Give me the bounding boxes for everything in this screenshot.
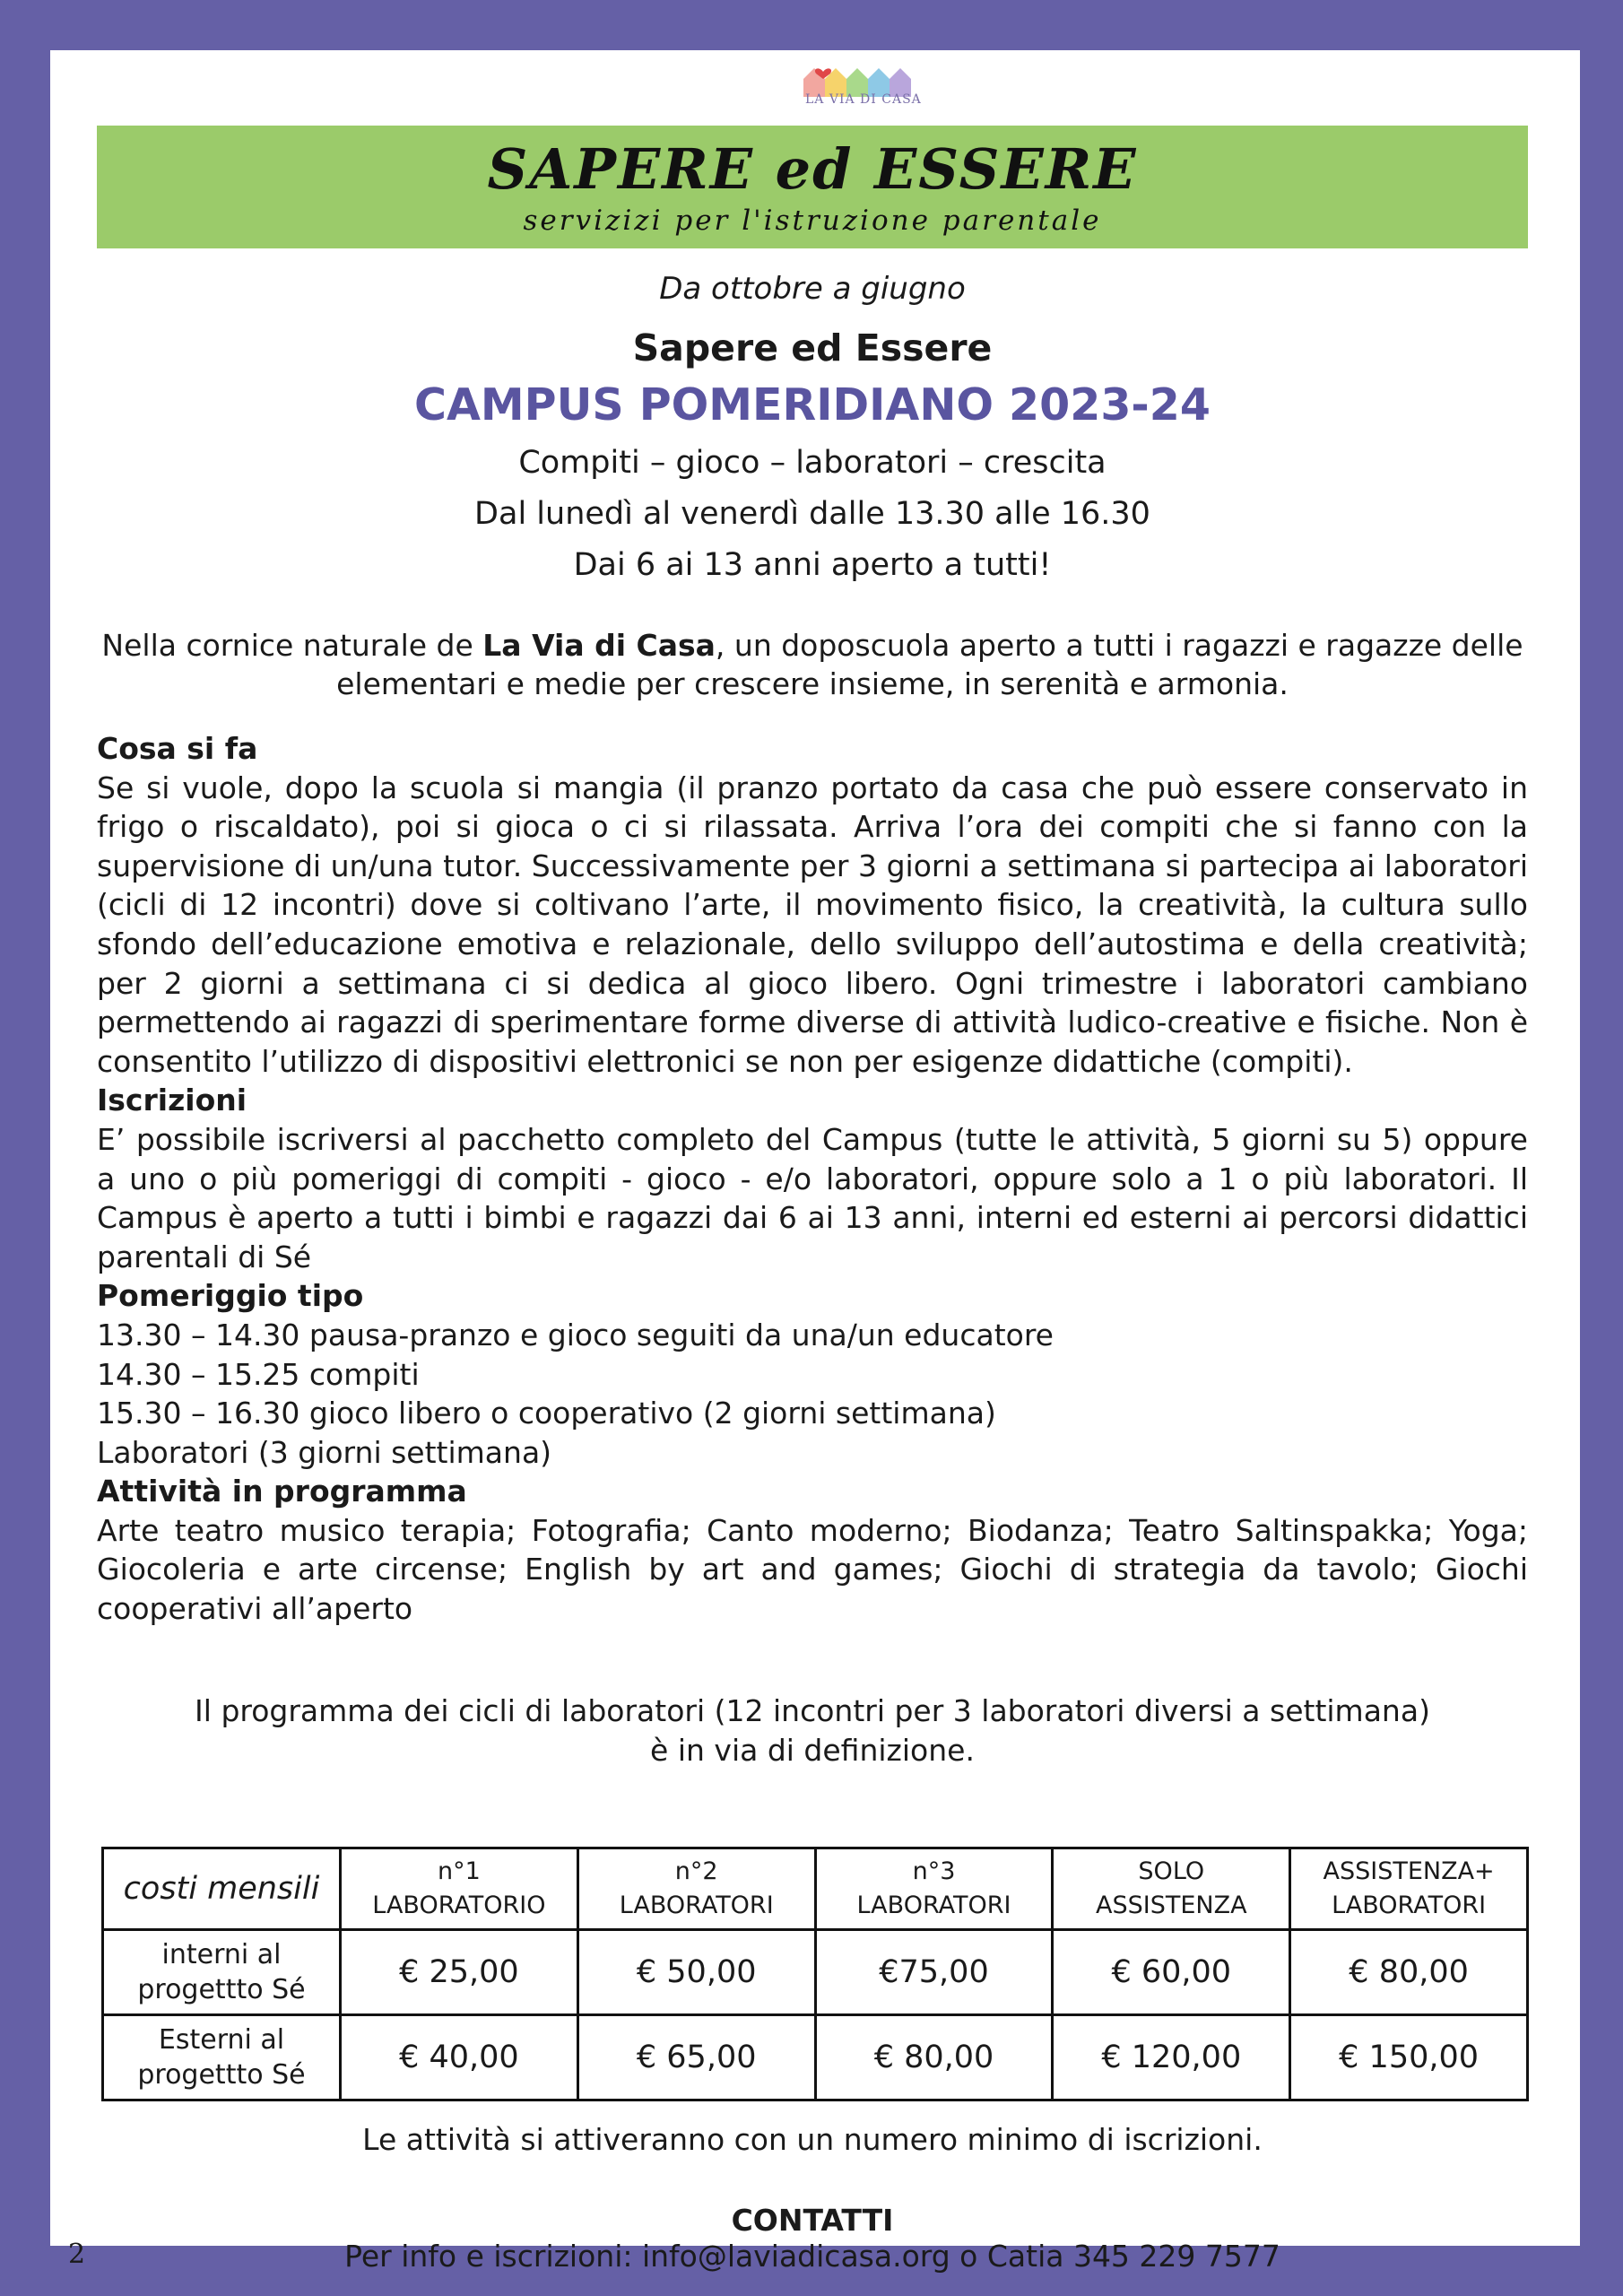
column-header <box>577 1848 815 1930</box>
pomeriggio-heading: Pomeriggio tipo <box>97 1278 364 1314</box>
row-label-line: Esterni al <box>158 2024 285 2056</box>
cosa-text: Se si vuole, dopo la scuola si mangia (il pranzo portato da casa che può essere conservato in frigo o riscaldato), poi si gioca o ci si rilassata. Arriva l’ora dei compiti che si fanno con la supervisione di un/una tutor. Successivamente per 3 giorni a settimana si partecipa ai laboratori (cicli di 12 incontri) dove si coltivano l’arte, il movimento fisico, la creatività, la cultura sullo sfondo dell’educazione emotiva e relazionale, dello sviluppo dell’autostima e della creatività; per 2 giorni a settimana ci si dedica al gioco libero. Ogni trimestre i laboratori cambiano permettendo ai ragazzi di sperimentare forme diverse di attività ludico-creative e fisiche. Non è consentito l’utilizzo di dispositivi elettronici se non per esigenze didattiche (compiti). <box>97 770 1528 1079</box>
schedule-text: Dal lunedì al venerdì dalle 13.30 alle 16.30 <box>474 496 1150 532</box>
contacts-heading: CONTATTI <box>731 2203 894 2238</box>
intro-before: Nella cornice naturale de <box>101 628 483 663</box>
program-note-line: Il programma dei cicli di laboratori (12 incontri per 3 laboratori diversi a settimana) <box>195 1693 1430 1728</box>
row-label <box>103 1930 341 2015</box>
row-label <box>103 2015 341 2100</box>
column-header-line: ASSISTENZA+ <box>1323 1857 1495 1885</box>
table-row <box>103 2015 1528 2100</box>
costs-table <box>101 1847 1529 2101</box>
period-text: Da ottobre a giugno <box>659 271 966 307</box>
schedule-line: 14.30 – 15.25 compiti <box>97 1356 420 1392</box>
price-cell: € 120,00 <box>1053 2015 1290 2100</box>
column-header-line: LABORATORI <box>1332 1892 1487 1919</box>
intro-after: , un doposcuola aperto a tutti i ragazzi e ragazze delle elementari e medie per crescere insieme, in serenità e armonia. <box>336 628 1523 701</box>
price-cell: €75,00 <box>815 1930 1053 2015</box>
column-header <box>1290 1848 1528 1930</box>
campus-title: CAMPUS POMERIDIANO 2023-24 <box>414 379 1211 430</box>
iscrizioni-text: E’ possibile iscriversi al pacchetto completo del Campus (tutte le attività, 5 giorni su 5) oppure a uno o più pomeriggi di compiti - gioco - e/o laboratori, oppure solo a 1 o più laboratori. Il Campus è aperto a tutti i bimbi e ragazzi dai 6 ai 13 anni, interni ed esterni ai percorsi didattici parentali di Sé <box>97 1121 1528 1274</box>
iscrizioni-heading: Iscrizioni <box>97 1083 247 1118</box>
banner-title: SAPERE ed ESSERE <box>487 136 1138 202</box>
attivita-heading: Attività in programma <box>97 1474 467 1509</box>
column-header <box>341 1848 578 1930</box>
logo-text: LA VIA DI CASA <box>805 92 922 107</box>
document-page <box>50 50 1580 2274</box>
column-header-line: n°1 <box>438 1857 481 1885</box>
column-header-line: n°3 <box>912 1857 956 1885</box>
intro-place-name: La Via di Casa <box>482 628 716 663</box>
row-label-line: interni al <box>161 1939 282 1970</box>
attivita-text: Arte teatro musico terapia; Fotografia; Canto moderno; Biodanza; Teatro Saltinspakka; Yoga; Giocoleria e arte circense; English by art and games; Giochi di strategia da tavolo; Giochi cooperativi all’aperto <box>97 1512 1528 1627</box>
price-cell: € 80,00 <box>815 2015 1053 2100</box>
price-cell: € 60,00 <box>1053 1930 1290 2015</box>
banner-subtitle: servizizi per l'istruzione parentale <box>523 204 1102 237</box>
program-note <box>97 1692 1528 1770</box>
brand-heading: Sapere ed Essere <box>632 326 993 370</box>
price-cell: € 150,00 <box>1290 2015 1528 2100</box>
price-cell: € 50,00 <box>577 1930 815 2015</box>
main-content <box>97 729 1528 1629</box>
column-header <box>1053 1848 1290 1930</box>
column-header-line: n°2 <box>674 1857 718 1885</box>
row-label-line: progettto Sé <box>137 1974 306 2005</box>
column-header-line: SOLO <box>1138 1857 1205 1885</box>
column-header-line: LABORATORIO <box>372 1892 546 1919</box>
tagline: Compiti – gioco – laboratori – crescita <box>518 445 1107 481</box>
price-cell: € 40,00 <box>341 2015 578 2100</box>
page-number: 2 <box>68 2239 86 2270</box>
price-cell: € 25,00 <box>341 1930 578 2015</box>
ages-text: Dai 6 ai 13 anni aperto a tutti! <box>573 547 1052 583</box>
contacts-info: Per info e iscrizioni: info@laviadicasa.org o Catia 345 229 7577 <box>344 2239 1280 2274</box>
header-banner <box>97 126 1528 248</box>
program-note-line: è in via di definizione. <box>650 1733 975 1768</box>
column-header <box>815 1848 1053 1930</box>
table-corner-label: costi mensili <box>103 1848 341 1930</box>
cosa-heading: Cosa si fa <box>97 731 258 766</box>
intro-paragraph <box>97 626 1528 703</box>
column-header-line: LABORATORI <box>619 1892 774 1919</box>
schedule-line: 13.30 – 14.30 pausa-pranzo e gioco seguiti da una/un educatore <box>97 1317 1054 1352</box>
minimum-enrollment-note: Le attività si attiveranno con un numero minimo di iscrizioni. <box>362 2122 1263 2157</box>
la-via-di-casa-logo <box>802 63 922 109</box>
column-header-line: ASSISTENZA <box>1096 1892 1247 1919</box>
column-header-line: LABORATORI <box>856 1892 1011 1919</box>
price-cell: € 80,00 <box>1290 1930 1528 2015</box>
price-cell: € 65,00 <box>577 2015 815 2100</box>
schedule-line: 15.30 – 16.30 gioco libero o cooperativo (2 giorni settimana) <box>97 1396 996 1431</box>
row-label-line: progettto Sé <box>137 2059 306 2091</box>
schedule-line: Laboratori (3 giorni settimana) <box>97 1434 552 1470</box>
table-row <box>103 1930 1528 2015</box>
table-header-row <box>103 1848 1528 1930</box>
